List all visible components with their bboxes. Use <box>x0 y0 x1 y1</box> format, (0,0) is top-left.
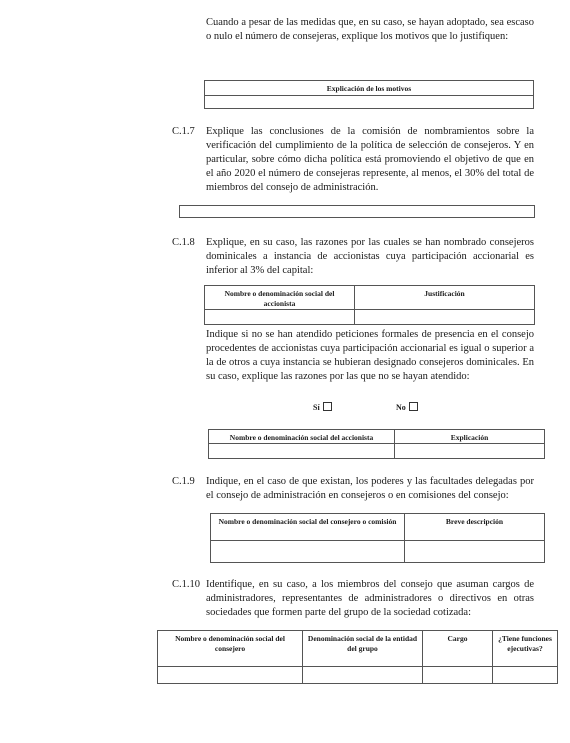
motives-table <box>204 80 534 109</box>
powers-table <box>210 513 545 563</box>
powers-cell-description[interactable] <box>405 541 545 563</box>
yes-checkbox[interactable] <box>323 402 332 411</box>
c18-paragraph: Explique, en su caso, las razones por las cuales se han nombrado consejeros dominicales a instancia de accionistas cuya participación accionarial es inferior al 3% del capital: <box>206 237 534 276</box>
dominical-cell-justification[interactable] <box>355 310 535 325</box>
requests-cell-explanation[interactable] <box>395 444 545 459</box>
c19-paragraph: Indique, en el caso de que existan, los poderes y las facultades delegadas por el consejo de administración en consejeros o en comisiones del consejo: <box>206 476 534 501</box>
requests-header-name: Nombre o denominación social del accionista <box>209 430 395 444</box>
c17-paragraph: Explique las conclusiones de la comisión de nombramientos sobre la verificación del cumplimiento de la política de selección de consejeros. Y en particular, sobre cómo dicha política está promoviendo el objetivo de que en el año 2020 el número de consejeras represente, al menos, el 30% del total de miembros del consejo de administración. <box>206 126 534 193</box>
dominical-header-name: Nombre o denominación social del accionista <box>205 286 355 310</box>
powers-cell-name[interactable] <box>211 541 405 563</box>
dominical-table <box>204 285 535 325</box>
dominical-header-justification: Justificación <box>355 286 535 310</box>
requests-cell-name[interactable] <box>209 444 395 459</box>
section-code-c17: C.1.7 <box>172 126 195 137</box>
group-header-director: Nombre o denominación social del consejero <box>158 631 303 667</box>
group-cell-director[interactable] <box>158 667 303 684</box>
section-code-c19: C.1.9 <box>172 476 195 487</box>
group-header-entity: Denominación social de la entidad del grupo <box>303 631 423 667</box>
motives-cell[interactable] <box>205 96 534 109</box>
group-cell-entity[interactable] <box>303 667 423 684</box>
powers-header-name: Nombre o denominación social del consejero o comisión <box>211 514 405 541</box>
requests-header-explanation: Explicación <box>395 430 545 444</box>
section-code-c18: C.1.8 <box>172 237 195 248</box>
c18-paragraph-2: Indique si no se han atendido peticiones formales de presencia en el consejo procedentes de accionistas cuya participación accionarial es igual o superior a la de otros a cuya instancia se hubieran designado consejeros dominicales. En su caso, explique las razones por las que no se hayan atendido: <box>206 329 534 382</box>
c110-paragraph: Identifique, en su caso, a los miembros del consejo que asuman cargos de administradores, representantes de administradores o directivos en otras sociedades que formen parte del grupo de la sociedad cotizada: <box>206 579 534 618</box>
yes-label: Sí <box>313 403 320 412</box>
no-checkbox[interactable] <box>409 402 418 411</box>
intro-paragraph: Cuando a pesar de las medidas que, en su caso, se hayan adoptado, sea escaso o nulo el número de consejeras, explique los motivos que lo justifiquen: <box>206 17 534 42</box>
motives-header: Explicación de los motivos <box>205 81 534 96</box>
group-cell-position[interactable] <box>423 667 493 684</box>
c17-answer-box[interactable] <box>179 205 535 218</box>
section-code-c110: C.1.10 <box>172 579 201 590</box>
group-positions-table <box>157 630 558 684</box>
dominical-cell-name[interactable] <box>205 310 355 325</box>
requests-table <box>208 429 545 459</box>
no-label: No <box>396 403 406 412</box>
yes-option[interactable] <box>313 402 332 412</box>
group-header-position: Cargo <box>423 631 493 667</box>
group-header-executive: ¿Tiene funciones ejecutivas? <box>493 631 558 667</box>
group-cell-executive[interactable] <box>493 667 558 684</box>
no-option[interactable] <box>396 402 418 412</box>
powers-header-description: Breve descripción <box>405 514 545 541</box>
